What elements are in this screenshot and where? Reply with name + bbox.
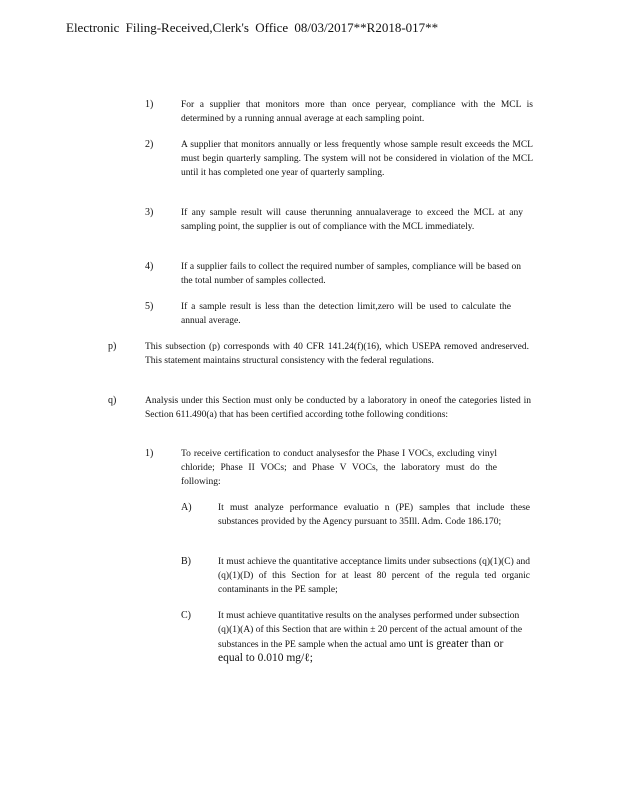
item-qC-text-end: unt is greater than or equal to 0.010 mg/ℓ; — [218, 637, 504, 665]
item-qA-text: It must analyze performance evaluatio n (PE) samples that include these substances provided by the Agency pursuant to 35Ill. Adm. Code 186.170; — [218, 503, 530, 527]
item-o2-marker: 2) — [145, 139, 154, 150]
item-o1-marker: 1) — [145, 99, 154, 110]
item-qA-marker: A) — [181, 502, 192, 513]
item-o3-marker: 3) — [145, 207, 154, 218]
item-qB-marker: B) — [181, 556, 191, 567]
subsection-q-text: Analysis under this Section must only be conducted by a laboratory in oneof the categories listed in Section 611.490(a) that has been certified according tothe following conditions: — [145, 396, 531, 420]
subsection-q-marker: q) — [108, 395, 117, 406]
item-o1-text: For a supplier that monitors more than once peryear, compliance with the MCL is determined by a running annual average at each sampling point. — [181, 100, 533, 124]
item-o3-text: If any sample result will cause therunning annualaverage to exceed the MCL at any sampling point, the supplier is out of compliance with the MCL immediately. — [181, 208, 523, 232]
item-qC-marker: C) — [181, 610, 191, 621]
item-o5-marker: 5) — [145, 301, 154, 312]
page-header: Electronic Filing-Received,Clerk's Office 08/03/2017**R2018-017** — [66, 20, 439, 35]
item-o4-text: If a supplier fails to collect the required number of samples, compliance will be based on the total number of samples collected. — [181, 262, 521, 286]
subsection-p-text: This subsection (p) corresponds with 40 CFR 141.24(f)(16), which USEPA removed andreserved. This statement maintains structural consistency with the federal regulations. — [145, 342, 529, 366]
item-qB-text: It must achieve the quantitative acceptance limits under subsections (q)(1)(C) and (q)(1)(D) of this Section for at least 80 percent of the regula ted organic contaminants in the PE sample; — [218, 557, 530, 595]
subsection-p-marker: p) — [108, 341, 117, 352]
item-qC-text — [218, 610, 530, 667]
item-q1-marker: 1) — [145, 448, 154, 459]
item-o4-marker: 4) — [145, 261, 154, 272]
item-o2-text: A supplier that monitors annually or less frequently whose sample result exceeds the MCL must begin quarterly sampling. The system will not be considered in violation of the MCL until it has completed one year of quarterly sampling. — [181, 140, 533, 178]
item-o5-text: If a sample result is less than the detection limit,zero will be used to calculate the annual average. — [181, 302, 511, 326]
item-qC-text-main: It must achieve quantitative results on the analyses performed under subsection (q)(1)(A) of this Section that are within ± 20 percent of the actual amount of the substances in the PE sample when the actual amo — [218, 611, 523, 650]
item-q1-text: To receive certification to conduct analysesfor the Phase I VOCs, excluding vinyl chloride; Phase II VOCs; and Phase V VOCs, the laboratory must do the following: — [181, 449, 497, 487]
